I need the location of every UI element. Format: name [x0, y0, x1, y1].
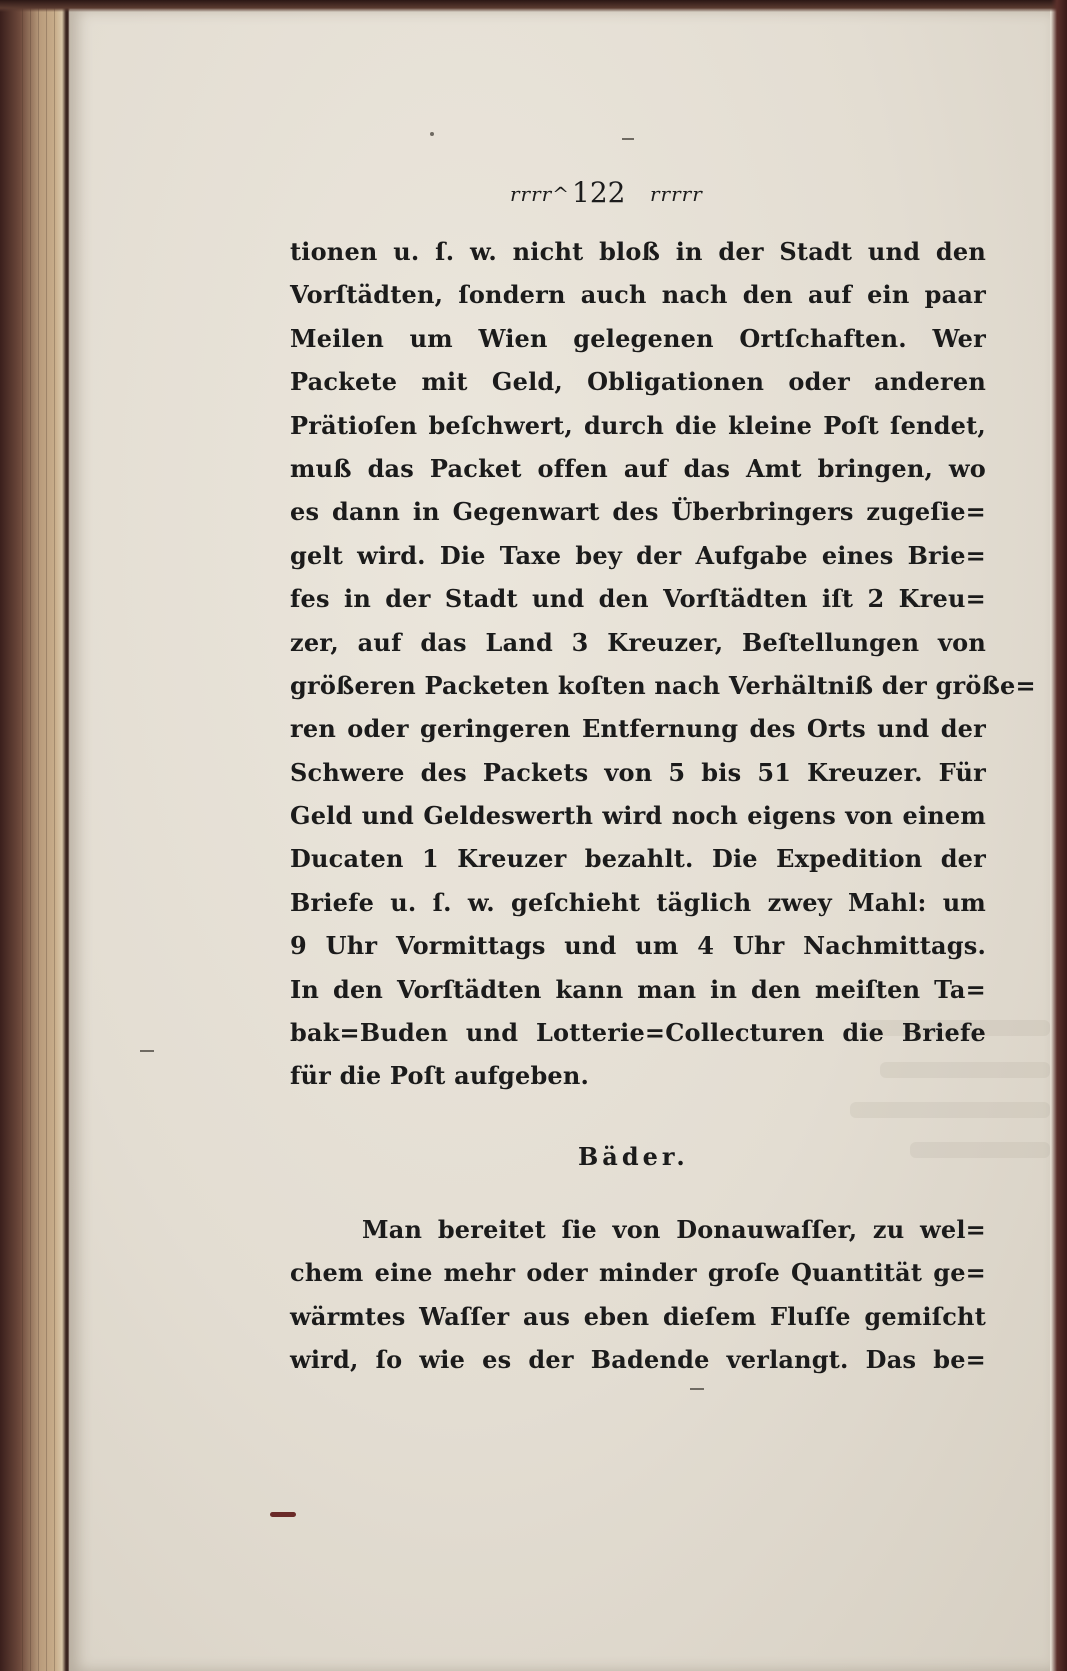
paper-speck: [690, 1388, 704, 1390]
text-line: größeren Packeten koſten nach Verhältniß der größe=: [290, 670, 1036, 700]
text-line: chem eine mehr oder minder groſe Quantität ge=: [290, 1258, 986, 1288]
text-line: Ducaten 1 Kreuzer bezahlt. Die Expedition der: [290, 844, 986, 874]
paper-speck: [140, 1050, 154, 1052]
header-ornament-right: rrrrr: [650, 182, 703, 206]
ink-stain: [270, 1512, 296, 1517]
paragraph-2: [290, 1208, 986, 1382]
text-line: ren oder geringeren Entfernung des Orts und der: [290, 714, 986, 744]
text-line: Prätioſen beſchwert, durch die kleine Poſt ſendet,: [290, 410, 986, 440]
text-line: zer, auf das Land 3 Kreuzer, Beſtellungen von: [290, 627, 986, 657]
text-line: Geld und Geldeswerth wird noch eigens von einem: [290, 801, 986, 831]
paper-speck: [622, 138, 634, 140]
text-line: muß das Packet offen auf das Amt bringen, wo: [290, 453, 986, 483]
text-line: wird, ſo wie es der Badende verlangt. Das be=: [290, 1345, 986, 1375]
page-stack-line: [30, 0, 31, 1671]
book-cover-edge: [1051, 0, 1067, 1671]
text-line: Briefe u. ſ. w. geſchieht täglich zwey Mahl: um: [290, 887, 986, 917]
paper-speck: [430, 132, 434, 136]
text-line: Meilen um Wien gelegenen Ortſchaften. Wer: [290, 323, 986, 353]
bleed-through: [850, 1102, 1050, 1118]
section-heading: Bäder.: [578, 1142, 689, 1171]
page-stack-line: [38, 0, 39, 1671]
text-line: bak=Buden und Lotterie=Collecturen die Briefe: [290, 1018, 986, 1048]
text-line: wärmtes Waſſer aus eben dieſem Fluſſe gemiſcht: [290, 1301, 986, 1331]
text-line: Vorſtädten, ſondern auch nach den auf ein paar: [290, 280, 986, 310]
text-line: 9 Uhr Vormittags und um 4 Uhr Nachmittags.: [290, 931, 986, 961]
paragraph-1: [290, 230, 1036, 1098]
book-top-edge: [0, 0, 1067, 12]
page-stack-line: [22, 0, 23, 1671]
page-number: 122: [572, 176, 626, 209]
text-line: Man bereitet ſie von Donauwaſſer, zu wel=: [362, 1215, 986, 1244]
header-ornament-left: rrrr^: [510, 182, 570, 206]
text-line: Schwere des Packets von 5 bis 51 Kreuzer. Für: [290, 757, 986, 787]
page-header: [480, 172, 740, 212]
text-line: Packete mit Geld, Obligationen oder anderen: [290, 367, 986, 397]
text-line: tionen u. ſ. w. nicht bloß in der Stadt und den: [290, 237, 986, 266]
text-line: es dann in Gegenwart des Überbringers zugeſie=: [290, 497, 986, 527]
page-stack-line: [46, 0, 47, 1671]
text-line: gelt wird. Die Taxe bey der Aufgabe eines Brie=: [290, 540, 986, 570]
bleed-through: [910, 1142, 1050, 1158]
text-line: fes in der Stadt und den Vorſtädten iſt 2 Kreu=: [290, 584, 986, 614]
text-line: für die Poſt aufgeben.: [290, 1061, 590, 1091]
page-stack-line: [54, 0, 55, 1671]
text-line: In den Vorſtädten kann man in den meiſten Ta=: [290, 974, 986, 1004]
